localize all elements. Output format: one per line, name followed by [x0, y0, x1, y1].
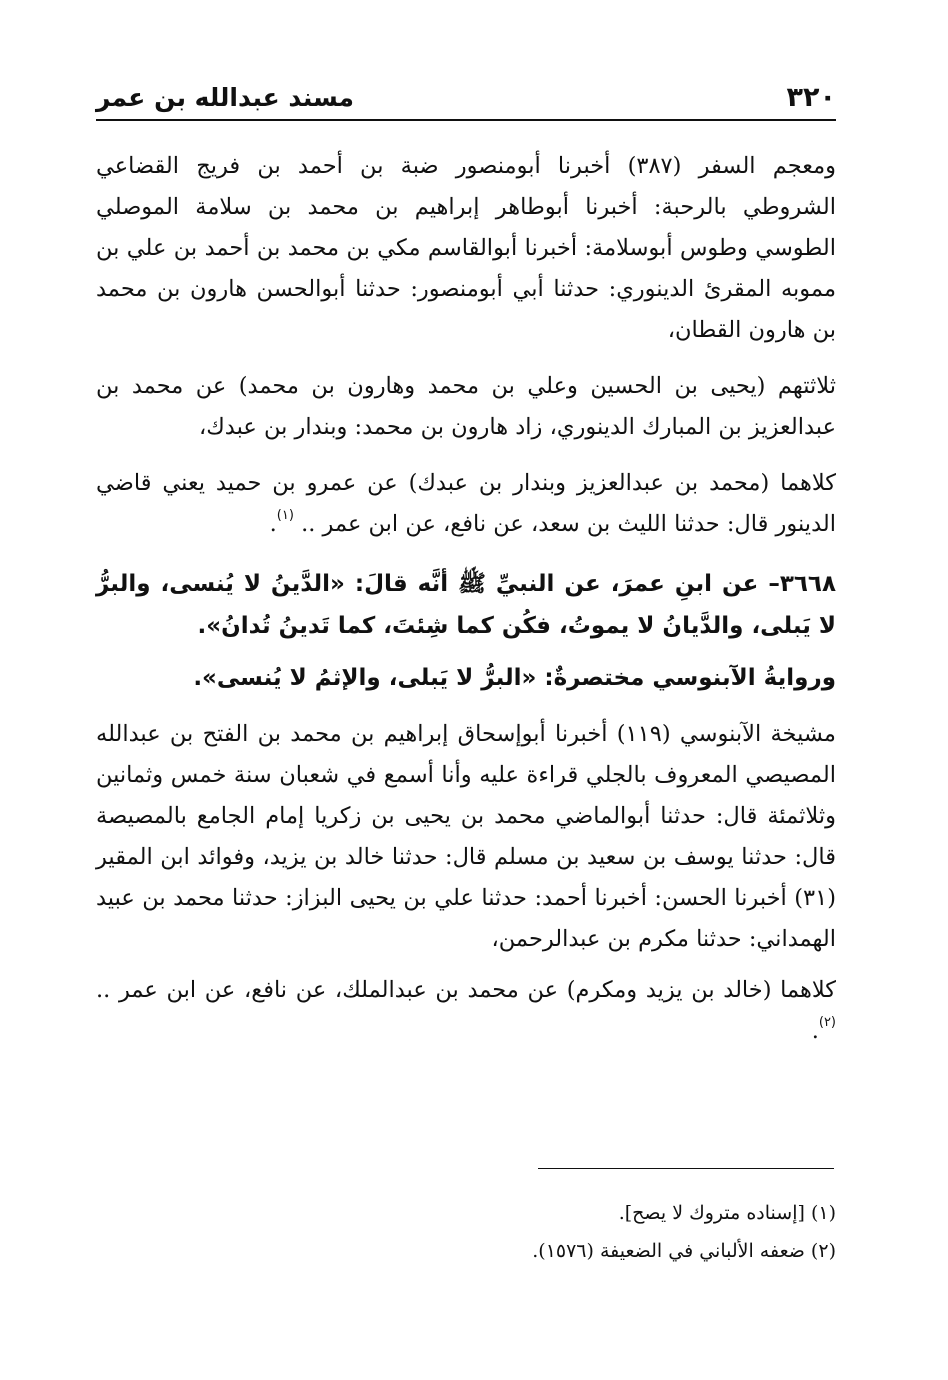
abnusi-narration: وروايةُ الآبنوسي مختصرةٌ: «البرُّ لا يَبلى، والإثمُ لا يُنسى». [193, 665, 836, 691]
paragraph-7: كلاهما (خالد بن يزيد ومكرم) عن محمد بن عبدالملك، عن نافع، عن ابن عمر .. $^{(٢)}$. [96, 977, 836, 1044]
paragraph-7-text: كلاهما (خالد بن يزيد ومكرم) عن محمد بن عبدالملك، عن نافع، عن ابن عمر .. [96, 977, 836, 1003]
footnote-rule [538, 1168, 834, 1169]
hadith-3668: ٣٦٦٨– عن ابنِ عمرَ، عن النبيِّ ﷺ أنَّه قالَ: «الدَّينُ لا يُنسى، والبرُّ لا يَبلى، والدَّيانُ لا يموتُ، فكُن كما شِئتَ، كما تَدينُ تُدانُ». [96, 571, 836, 639]
footnote-1: (١) [إسناده متروك لا يصح]. [618, 1202, 836, 1224]
header-rule [96, 119, 836, 121]
running-title: مسند عبدالله بن عمر [96, 83, 354, 112]
paragraph-3: كلاهما (محمد بن عبدالعزيز وبندار بن عبدك) عن عمرو بن حميد يعني قاضي الدينور قال: حدثنا الليث بن سعد، عن نافع، عن ابن عمر .. $^{(١)}$. [96, 470, 836, 537]
main-text [96, 146, 836, 1055]
page-header [96, 80, 836, 120]
footnote-ref-1: (١) [276, 508, 294, 523]
paragraph-2: ثلاثتهم (يحيى بن الحسين وعلي بن محمد وهارون بن محمد) عن محمد بن عبدالعزيز بن المبارك الدينوري، زاد هارون بن محمد: وبندار بن عبدك، [96, 373, 836, 440]
page-number: ٣٢٠ [786, 82, 836, 113]
paragraph-6: مشيخة الآبنوسي (١١٩) أخبرنا أبوإسحاق إبراهيم بن محمد بن الفتح بن عبدالله المصيصي المعروف بالجلي قراءة عليه وأنا أسمع في شعبان سنة خمس وثمانين وثلاثمئة قال: حدثنا أبوالماضي محمد بن يحيى بن زكريا إمام الجامع بالمصيصة قال: حدثنا يوسف بن سعيد بن مسلم قال: حدثنا خالد بن يزيد، وفوائد ابن المقير (٣١) أخبرنا الحسن: أخبرنا أحمد: حدثنا علي بن يحيى البزاز: حدثنا محمد بن عبيد الهمداني: حدثنا مكرم بن عبدالرحمن، [96, 721, 836, 952]
footnote-2: (٢) ضعفه الألباني في الضعيفة (١٥٧٦). [532, 1240, 836, 1262]
paragraph-3-text: كلاهما (محمد بن عبدالعزيز وبندار بن عبدك) عن عمرو بن حميد يعني قاضي الدينور قال: حدثنا الليث بن سعد، عن نافع، عن ابن عمر .. [96, 470, 836, 537]
paragraph-1: ومعجم السفر (٣٨٧) أخبرنا أبومنصور ضبة بن أحمد بن فريج القضاعي الشروطي بالرحبة: أخبرنا أبوطاهر إبراهيم بن محمد بن سلامة الموصلي الطوسي وطوس أبوسلامة: أخبرنا أبوالقاسم مكي بن محمد بن أحمد بن علي بن مموبه المقرئ الدينوري: حدثنا أبي أبومنصور: حدثنا أبوالحسن هارون بن محمد بن هارون القطان، [96, 153, 836, 343]
footnote-ref-2: (٢) [818, 1015, 836, 1030]
footnotes [96, 1194, 836, 1270]
